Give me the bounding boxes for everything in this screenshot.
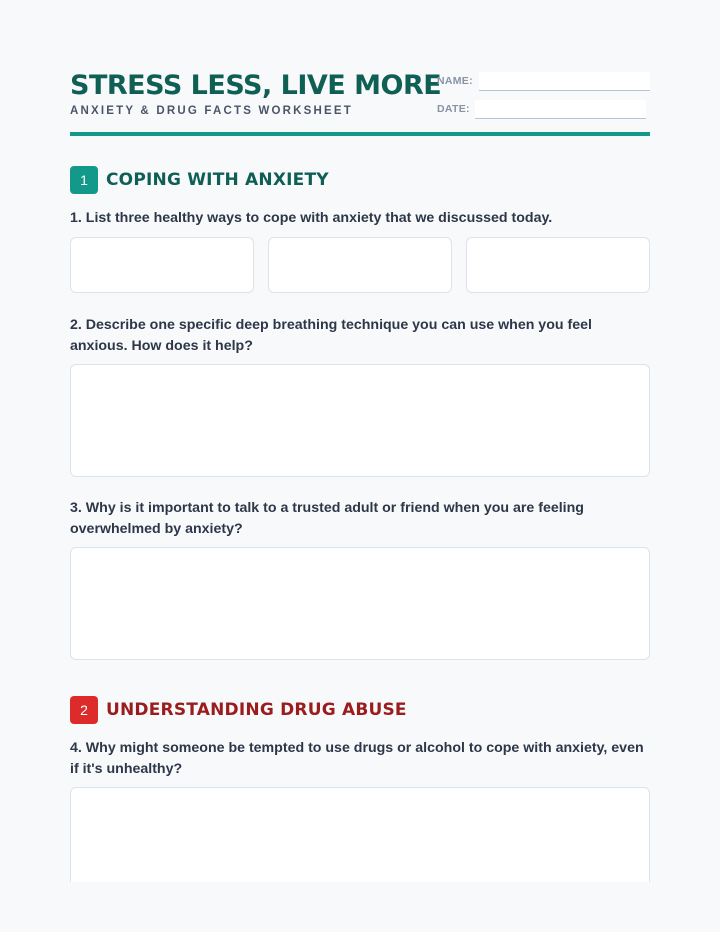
answer-box-1a[interactable] xyxy=(70,237,254,293)
date-label: DATE: xyxy=(437,103,470,115)
question-1: 1. List three healthy ways to cope with anxiety that we discussed today. xyxy=(70,210,553,226)
section-2-header xyxy=(70,696,407,724)
question-2: 2. Describe one specific deep breathing technique you can use when you feel anxious. How does it help? xyxy=(70,317,592,354)
answer-box-3[interactable] xyxy=(70,547,650,660)
section-1-title: COPING WITH ANXIETY xyxy=(106,170,329,190)
section-2-badge: 2 xyxy=(70,696,98,724)
date-input[interactable] xyxy=(475,100,646,119)
name-input[interactable] xyxy=(479,72,650,91)
answer-box-1c[interactable] xyxy=(466,237,650,293)
section-2-title: UNDERSTANDING DRUG ABUSE xyxy=(106,700,407,720)
answer-box-2[interactable] xyxy=(70,364,650,477)
worksheet-title: STRESS LESS, LIVE MORE xyxy=(70,70,442,101)
date-field xyxy=(437,100,650,120)
answer-box-1b[interactable] xyxy=(268,237,452,293)
worksheet-subtitle: ANXIETY & DRUG FACTS WORKSHEET xyxy=(70,105,354,117)
section-1-badge: 1 xyxy=(70,166,98,194)
name-label: NAME: xyxy=(437,75,473,87)
page-bottom-cutoff xyxy=(0,882,720,932)
worksheet-header xyxy=(70,0,650,136)
worksheet-page xyxy=(70,0,650,777)
question-3: 3. Why is it important to talk to a trusted adult or friend when you are feeling overwhelmed by anxiety? xyxy=(70,500,584,537)
section-1-header xyxy=(70,166,329,194)
question-4: 4. Why might someone be tempted to use drugs or alcohol to cope with anxiety, even if it's unhealthy? xyxy=(70,740,644,777)
name-field xyxy=(437,72,650,92)
